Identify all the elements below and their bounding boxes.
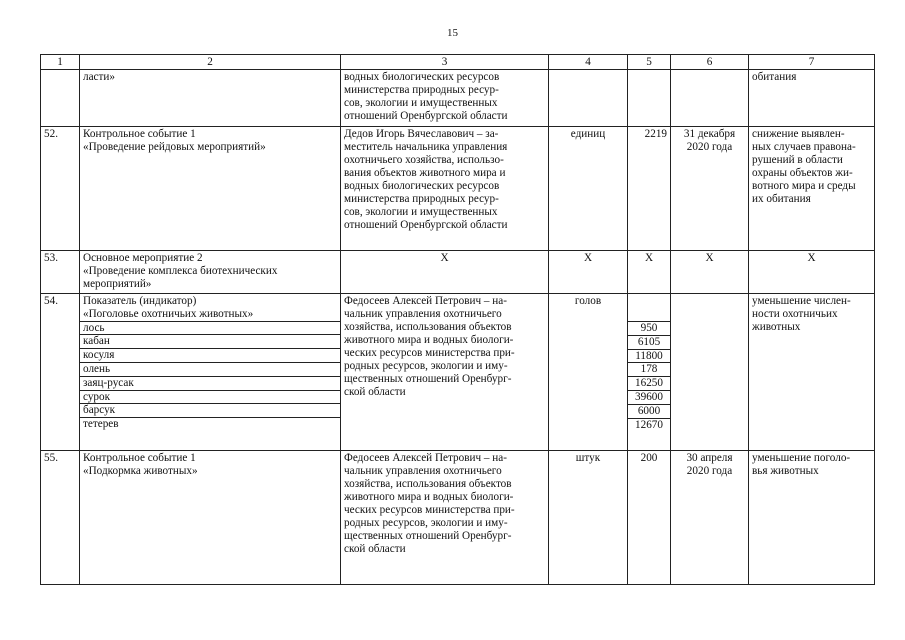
responsible-line: животного мира и водных биологи- xyxy=(344,491,514,503)
result-line: уменьшение поголо- xyxy=(752,452,851,464)
row-name xyxy=(80,251,341,294)
row-name-line: Основное мероприятие 2 xyxy=(83,252,203,264)
responsible-line: Дедов Игорь Вячеславович – за- xyxy=(344,128,499,140)
subitem: барсук xyxy=(80,403,340,417)
subitem: косуля xyxy=(80,348,340,362)
result-line: животных xyxy=(752,321,801,333)
responsible-line: Федосеев Алексей Петрович – на- xyxy=(344,452,507,464)
result-line: охраны объектов жи- xyxy=(752,167,853,179)
subitem: тетерев xyxy=(80,417,340,431)
row-value xyxy=(628,294,671,451)
plan-table xyxy=(40,54,875,585)
responsible-line: министерства природных ресур- xyxy=(344,84,499,96)
row-number: 55. xyxy=(41,451,80,585)
col-header: 7 xyxy=(749,55,875,70)
row-responsible xyxy=(341,451,549,585)
row-result xyxy=(749,451,875,585)
responsible-line: чальник управления охотничьего xyxy=(344,465,502,477)
row-name xyxy=(80,70,341,127)
row-number xyxy=(41,70,80,127)
table-row xyxy=(41,451,875,585)
subvalue: 6000 xyxy=(628,404,670,418)
responsible-line: хозяйства, использования объектов xyxy=(344,321,512,333)
row-result xyxy=(749,70,875,127)
row-value xyxy=(628,70,671,127)
responsible-line: ческих ресурсов министерства при- xyxy=(344,347,515,359)
row-name-line: Контрольное событие 1 xyxy=(83,128,196,140)
responsible-line: отношений Оренбургской области xyxy=(344,110,508,122)
row-unit xyxy=(549,70,628,127)
responsible-line: сов, экологии и имущественных xyxy=(344,97,498,109)
col-header: 2 xyxy=(80,55,341,70)
responsible-line: охотничьего хозяйства, использо- xyxy=(344,154,504,166)
subitem: заяц-русак xyxy=(80,376,340,390)
row-name-line: Показатель (индикатор) xyxy=(83,295,197,307)
row-name xyxy=(80,451,341,585)
result-line: ных случаев правона- xyxy=(752,141,856,153)
responsible-line: ской области xyxy=(344,386,406,398)
row-date xyxy=(671,70,749,127)
col-header: 3 xyxy=(341,55,549,70)
subitem: кабан xyxy=(80,334,340,348)
result-line: вотного мира и среды xyxy=(752,180,856,192)
responsible-line: ской области xyxy=(344,543,406,555)
responsible-line: родных ресурсов, экологии и иму- xyxy=(344,360,508,372)
date-line: 2020 года xyxy=(686,141,733,153)
row-result xyxy=(749,294,875,451)
subvalue: 16250 xyxy=(628,376,670,390)
result-line: обитания xyxy=(752,71,797,83)
subvalue: 950 xyxy=(628,321,670,335)
responsible-line: сов, экологии и имущественных xyxy=(344,206,498,218)
table-row xyxy=(41,127,875,251)
responsible-line: водных биологических ресурсов xyxy=(344,71,500,83)
subvalue: 11800 xyxy=(628,349,670,363)
row-number: 53. xyxy=(41,251,80,294)
row-value: Х xyxy=(628,251,671,294)
row-name-line: «Проведение рейдовых мероприятий» xyxy=(83,141,266,153)
result-line: вья животных xyxy=(752,465,819,477)
responsible-line: животного мира и водных биологи- xyxy=(344,334,514,346)
responsible-line: родных ресурсов, экологии и иму- xyxy=(344,517,508,529)
result-line: рушений в области xyxy=(752,154,843,166)
row-date: Х xyxy=(671,251,749,294)
responsible-line: отношений Оренбургской области xyxy=(344,219,508,231)
subvalue: 178 xyxy=(628,362,670,376)
table-row xyxy=(41,251,875,294)
responsible-line: щественных отношений Оренбург- xyxy=(344,530,512,542)
row-result: Х xyxy=(749,251,875,294)
responsible-line: ческих ресурсов министерства при- xyxy=(344,504,515,516)
value-spacer xyxy=(628,294,670,321)
subitem-lось: лось xyxy=(80,321,340,335)
col-header: 1 xyxy=(41,55,80,70)
row-number: 54. xyxy=(41,294,80,451)
subitem: сурок xyxy=(80,390,340,404)
row-value: 2219 xyxy=(628,127,671,251)
row-unit: штук xyxy=(549,451,628,585)
result-line: уменьшение числен- xyxy=(752,295,851,307)
row-unit: голов xyxy=(549,294,628,451)
responsible-line: Федосеев Алексей Петрович – на- xyxy=(344,295,507,307)
row-result xyxy=(749,127,875,251)
responsible-line: щественных отношений Оренбург- xyxy=(344,373,512,385)
responsible-line: водных биологических ресурсов xyxy=(344,180,500,192)
row-date xyxy=(671,451,749,585)
row-name-line: мероприятий» xyxy=(83,278,152,290)
row-responsible: Х xyxy=(341,251,549,294)
row-responsible xyxy=(341,70,549,127)
responsible-line: меститель начальника управления xyxy=(344,141,508,153)
subvalue: 12670 xyxy=(628,418,670,432)
row-name-line: «Проведение комплекса биотехнических xyxy=(83,265,278,277)
subvalue: 39600 xyxy=(628,390,670,404)
responsible-line: чальник управления охотничьего xyxy=(344,308,502,320)
subitem: олень xyxy=(80,362,340,376)
row-number: 52. xyxy=(41,127,80,251)
col-header: 5 xyxy=(628,55,671,70)
row-date xyxy=(671,127,749,251)
page-number: 15 xyxy=(447,27,458,39)
subvalue: 6105 xyxy=(628,335,670,349)
responsible-line: хозяйства, использования объектов xyxy=(344,478,512,490)
date-line: 30 апреля xyxy=(686,452,733,464)
col-header: 6 xyxy=(671,55,749,70)
header-row xyxy=(41,55,875,70)
row-responsible xyxy=(341,127,549,251)
table-row xyxy=(41,294,875,451)
row-unit: единиц xyxy=(549,127,628,251)
row-name-line: «Подкормка животных» xyxy=(83,465,198,477)
result-line: снижение выявлен- xyxy=(752,128,845,140)
row-unit: Х xyxy=(549,251,628,294)
row-name-line: «Поголовье охотничьих животных» xyxy=(83,307,254,320)
date-line: 2020 года xyxy=(686,465,733,477)
row-name-line: ласти» xyxy=(83,71,115,83)
result-line: их обитания xyxy=(752,193,811,205)
row-value: 200 xyxy=(628,451,671,585)
row-name xyxy=(80,294,341,451)
row-date xyxy=(671,294,749,451)
row-name-line: Контрольное событие 1 xyxy=(83,452,196,464)
result-line: ности охотничьих xyxy=(752,308,838,320)
table-row xyxy=(41,70,875,127)
date-line: 31 декабря xyxy=(683,128,736,140)
responsible-line: вания объектов животного мира и xyxy=(344,167,506,179)
row-responsible xyxy=(341,294,549,451)
col-header: 4 xyxy=(549,55,628,70)
responsible-line: министерства природных ресур- xyxy=(344,193,499,205)
row-name xyxy=(80,127,341,251)
